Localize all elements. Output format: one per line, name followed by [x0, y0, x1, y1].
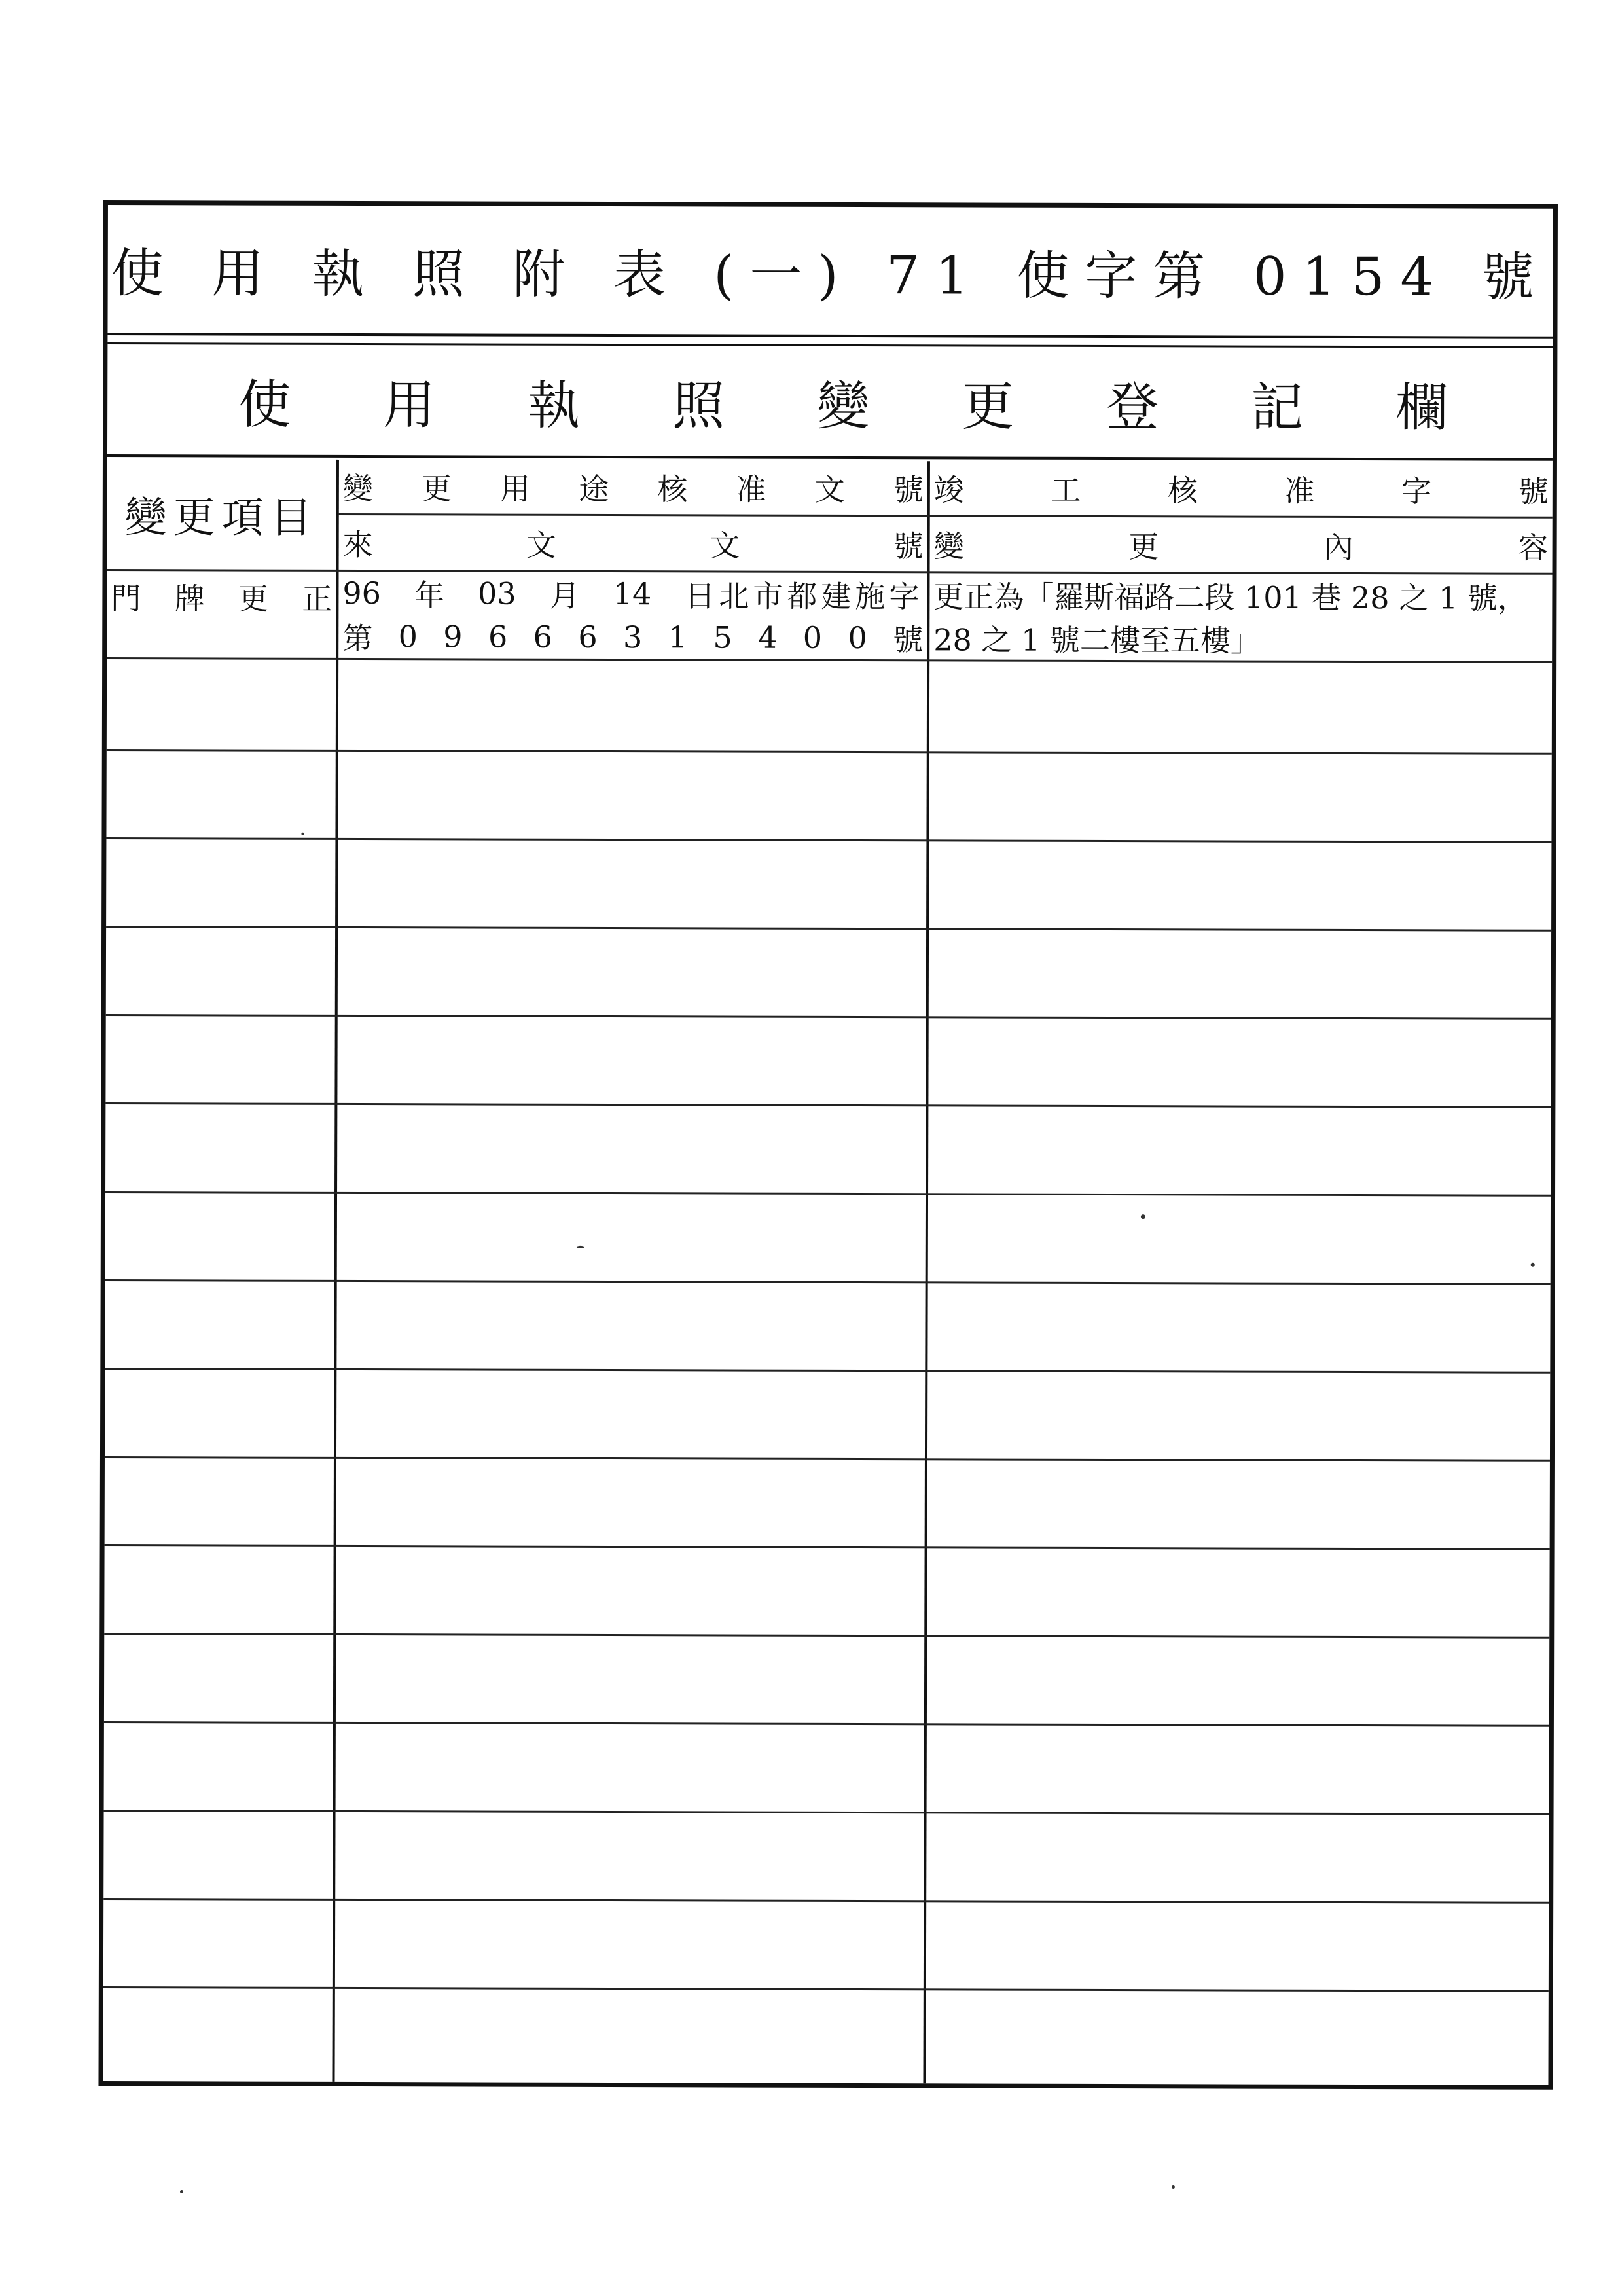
row-separator — [105, 1102, 1551, 1108]
header-char: 准 — [736, 471, 766, 507]
row-doc-token: 日北市都建施字 — [685, 578, 924, 615]
row-doc-token: 第 — [342, 620, 373, 657]
header-char: 號 — [893, 528, 924, 564]
row-item-char: 更 — [238, 581, 269, 617]
header-char: 號 — [1518, 473, 1549, 509]
scan-speck — [180, 2190, 183, 2193]
header-char: 工 — [1051, 472, 1081, 508]
column-divider — [923, 461, 929, 2083]
header-char: 內 — [1323, 529, 1354, 565]
header-char: 來 — [342, 526, 373, 562]
header-char: 文 — [526, 527, 557, 563]
row-doc-token: 號 — [893, 622, 924, 658]
row-doc-number-line2 — [338, 615, 927, 659]
header-char: 竣 — [933, 472, 964, 508]
row-separator — [107, 749, 1552, 755]
section-heading-char: 記 — [1251, 376, 1304, 438]
section-heading-char: 登 — [1106, 376, 1159, 437]
row-change-item — [107, 571, 336, 617]
header-char: 字 — [1401, 473, 1432, 509]
scan-speck — [1172, 2185, 1175, 2189]
row-separator — [104, 1810, 1549, 1815]
section-heading-char: 使 — [238, 374, 291, 435]
row-doc-token: 4 — [758, 619, 778, 655]
row-doc-token: 1 — [668, 619, 688, 655]
header-incoming-doc-no — [339, 515, 927, 571]
row-separator — [103, 1986, 1549, 1992]
row-separator — [103, 1898, 1549, 1904]
header-char: 變 — [933, 528, 964, 564]
scan-speck — [1531, 1263, 1535, 1267]
scan-speck — [1141, 1214, 1145, 1219]
row-separator — [104, 1721, 1549, 1727]
row-item-char: 正 — [302, 581, 333, 617]
header-char: 用 — [500, 471, 531, 507]
header-char: 准 — [1284, 473, 1315, 509]
row-doc-token: 9 — [443, 619, 463, 655]
header-char: 號 — [893, 472, 924, 508]
row-change-content-line2: 28 之 1 號二樓至五樓」 — [933, 622, 1261, 659]
row-change-content-line1: 更正為「羅斯福路二段 101 巷 28 之 1 號， — [933, 579, 1528, 616]
row-separator — [106, 837, 1551, 843]
row-doc-token: 14 — [613, 576, 652, 612]
row-separator — [105, 1456, 1550, 1462]
scan-speck — [577, 1246, 584, 1248]
section-heading-char: 用 — [383, 374, 436, 435]
row-doc-token: 0 — [802, 619, 823, 655]
row-separator — [106, 926, 1551, 932]
row-item-char: 門 — [111, 581, 141, 617]
section-heading-char: 更 — [962, 375, 1015, 437]
section-heading-char: 執 — [528, 374, 581, 436]
row-separator — [105, 1544, 1550, 1550]
header-char: 文 — [710, 527, 740, 564]
header-char: 核 — [1167, 473, 1198, 509]
header-char: 變 — [342, 470, 373, 507]
header-char: 核 — [657, 471, 688, 507]
header-approval-no — [339, 460, 927, 515]
header-char: 途 — [579, 471, 609, 507]
header-char: 更 — [1128, 528, 1159, 564]
row-doc-token: 年 — [414, 577, 445, 613]
row-doc-token: 0 — [848, 619, 867, 656]
scan-speck — [301, 833, 304, 835]
row-item-char: 牌 — [174, 581, 205, 617]
header-change-content — [930, 517, 1553, 572]
registration-form — [98, 200, 1558, 2090]
row-doc-token: 3 — [623, 619, 643, 655]
row-doc-token: 6 — [578, 619, 598, 655]
row-separator — [104, 1633, 1549, 1639]
registration-table — [103, 459, 1552, 2085]
row-doc-token: 96 — [342, 575, 382, 611]
section-heading-char: 欄 — [1395, 376, 1448, 438]
row-doc-token: 6 — [488, 619, 508, 655]
row-doc-token: 5 — [713, 619, 732, 655]
section-heading-char: 照 — [672, 374, 725, 436]
header-change-item: 變更項目 — [124, 494, 319, 543]
row-separator — [105, 1191, 1551, 1197]
section-heading — [107, 342, 1553, 461]
section-heading-char: 變 — [817, 375, 870, 437]
header-completion-no — [930, 461, 1553, 516]
header-char: 文 — [814, 471, 845, 507]
row-doc-token: 03 — [478, 575, 516, 611]
row-doc-token: 0 — [398, 619, 418, 655]
row-separator — [106, 1014, 1551, 1020]
column-divider — [332, 460, 338, 2082]
row-separator — [105, 1368, 1550, 1374]
header-char: 更 — [421, 471, 452, 507]
row-separator — [105, 1279, 1551, 1285]
header-char: 容 — [1518, 530, 1549, 566]
row-doc-number-line1 — [338, 572, 927, 616]
row-doc-token: 月 — [549, 577, 580, 613]
document-title: 使 用 執 照 附 表 (一) 71 使字第 0154 號 — [107, 205, 1553, 339]
row-doc-token: 6 — [533, 619, 553, 655]
